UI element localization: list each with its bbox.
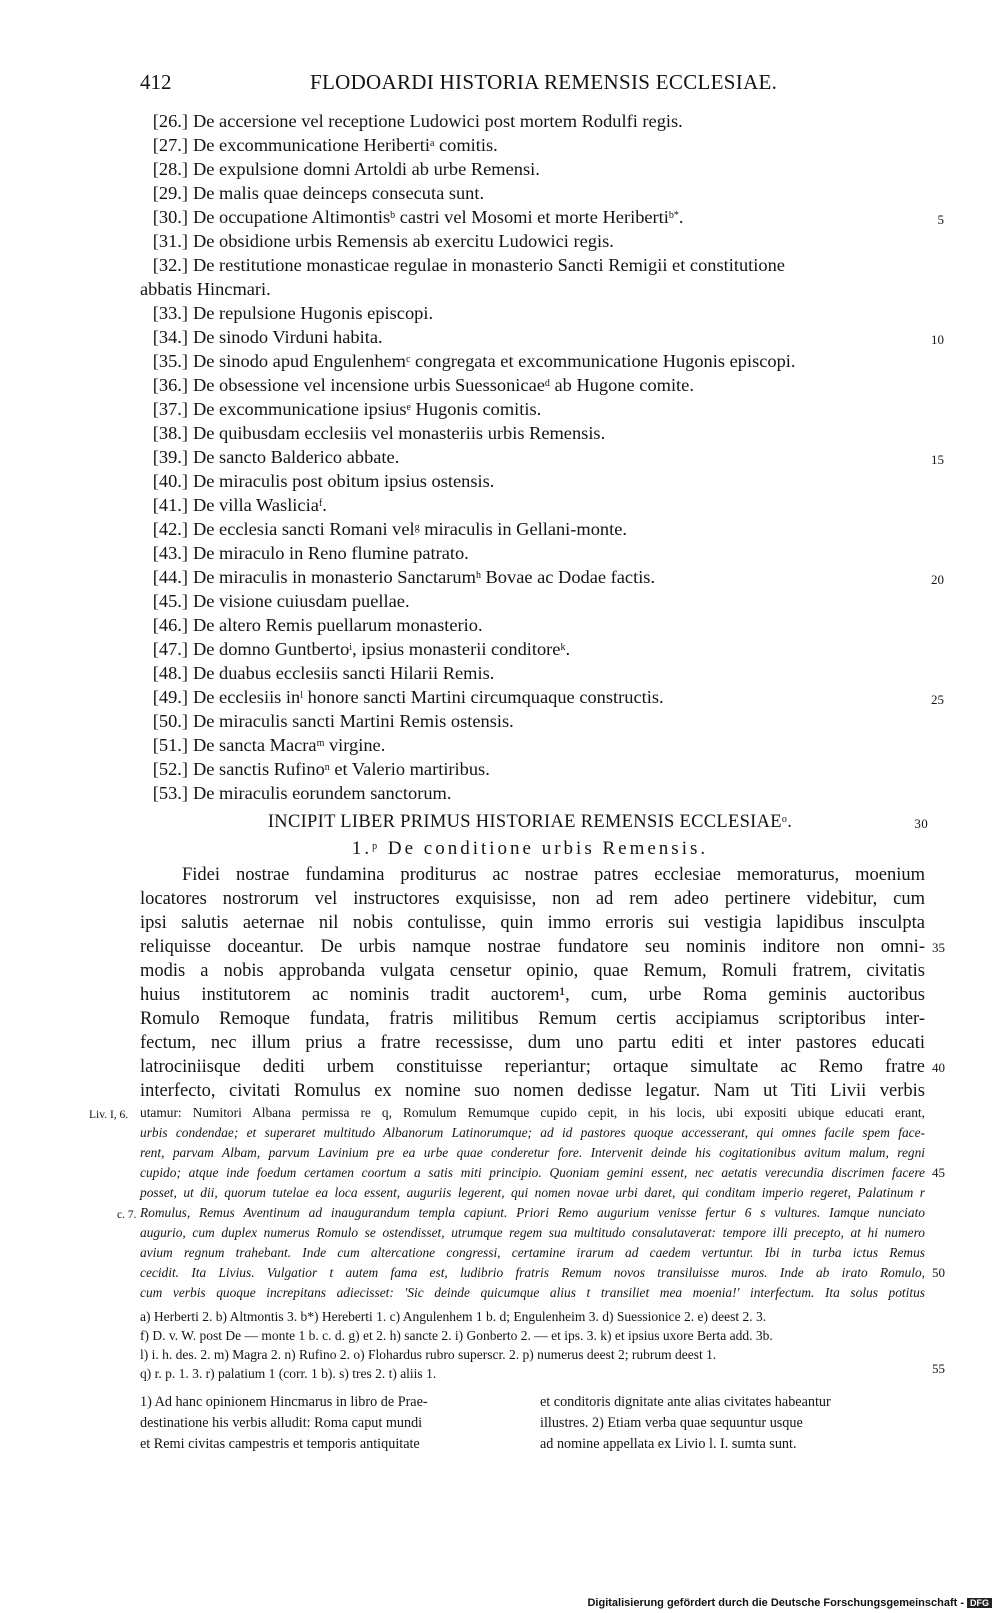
chapter-list-text: Hugonis comitis. <box>410 399 542 419</box>
chapter-list-text: De villa Waslicia <box>193 495 319 515</box>
note-mark: d <box>544 378 550 389</box>
chapter-list-text: . <box>322 495 327 515</box>
chapter-list-text: De obsidione urbis Remensis ab exercitu Ludowici regis. <box>193 231 614 251</box>
footnote-line: destinatione his verbis alludit: Roma caput mundi <box>140 1415 423 1431</box>
chapter-list-item <box>140 397 928 421</box>
apparatus-line: a) Herberti 2. b) Altmontis 3. b*) Hereberti 1. c) Angulenhem 1 b. d; Engulenheim 3. d) Suessionice 2. e) deest 2. 3. <box>140 1309 767 1324</box>
chapter-list-number: [26.] <box>152 111 188 131</box>
chapter-list-item <box>140 445 944 469</box>
footnote-line: ad nomine appellata ex Livio l. I. sumta sunt. <box>540 1436 797 1452</box>
chapter-list-item <box>140 205 944 229</box>
chapter-list-text: De obsessione vel incensione urbis Suessonicae <box>193 375 545 395</box>
chapter-list-number: [35.] <box>152 351 188 371</box>
chapter-list-text: ab Hugone comite. <box>549 375 694 395</box>
chapter-list-item <box>140 661 928 685</box>
incipit-text: INCIPIT LIBER PRIMUS HISTORIAE REMENSIS ECCLESIAE <box>267 812 782 832</box>
chapter-list-text: De sanctis Rufino <box>193 759 325 779</box>
chapter-list-text: De accersione vel receptione Ludowici post mortem Rodulfi regis. <box>193 111 683 131</box>
chapter-list-text: De occupatione Altimontis <box>193 207 391 227</box>
chapter-list-text: De domno Guntberto <box>193 639 350 659</box>
chapter-number: 1. <box>351 838 373 859</box>
chapter-list-item <box>140 757 928 781</box>
chapter-list-item <box>140 373 928 397</box>
chapter-list-text: De sinodo apud Engulenhem <box>193 351 406 371</box>
text-line: Romulo Remoque fundata, fratris militibus Remum certis accipiamus scriptoribus inter- <box>140 1009 925 1029</box>
note-mark: b <box>390 210 396 221</box>
chapter-list-text: De sancto Balderico abbate. <box>193 447 400 467</box>
chapter-list-item <box>140 157 928 181</box>
chapter-list-text: De duabus ecclesiis sancti Hilarii Remis. <box>193 663 495 683</box>
quotation-line: cum verbis quoque increpitans adiecisset: 'Sic deinde quicumque alius t transiliet mea moenia!' interfectum. Ita solus potitus <box>140 1285 925 1300</box>
chapter-list-number: [46.] <box>152 615 188 635</box>
chapter-list-number: [53.] <box>152 783 188 803</box>
text-line: interfecto, civitati Romulus ex nomine suo nomen dedisse legatur. Nam ut Titi Livii verbis <box>140 1081 925 1101</box>
chapter-list-number: [33.] <box>152 303 188 323</box>
chapter-list-text: De excommunicatione ipsius <box>193 399 407 419</box>
chapter-list-item <box>140 349 928 373</box>
apparatus-line: q) r. p. 1. 3. r) palatium 1 (corr. 1 b). s) tres 2. t) aliis 1. <box>140 1366 437 1381</box>
footnote-line: illustres. 2) Etiam verba quae sequuntur usque <box>540 1415 803 1431</box>
line-number: 15 <box>931 452 944 467</box>
line-number: 35 <box>932 940 945 955</box>
chapter-list-item <box>140 493 928 517</box>
chapter-list-text: De expulsione domni Artoldi ab urbe Remensi. <box>193 159 540 179</box>
chapter-list-text: . <box>565 639 571 659</box>
text-line: modis a nobis approbanda vulgata censetur opinio, quae Remum, Romuli fratrem, civitatis <box>140 961 925 981</box>
chapter-list-number: [37.] <box>152 399 188 419</box>
chapter-list-item <box>140 421 928 445</box>
apparatus-line: l) i. h. des. 2. m) Magra 2. n) Rufino 2. o) Flohardus rubro superscr. 2. p) numerus deest 2; rubrum deest 1. <box>140 1347 717 1362</box>
chapter-list-number: [42.] <box>152 519 188 539</box>
chapter-title: De conditione urbis Remensis. <box>380 838 709 859</box>
quotation-line: cecidit. Ita Livius. Vulgatior t autem fama est, ludibrio fratris Remum novos transiluisse muros. Inde ab irato Romulo, <box>140 1265 925 1280</box>
chapter-list-text: De malis quae deinceps consecuta sunt. <box>193 183 485 203</box>
chapter-list-number: [52.] <box>152 759 188 779</box>
chapter-list-item <box>140 277 928 301</box>
chapter-list-text: De altero Remis puellarum monasterio. <box>193 615 483 635</box>
line-number: 55 <box>932 1361 945 1376</box>
chapter-list-item <box>140 541 928 565</box>
chapter-list-item <box>140 229 928 253</box>
chapter-heading <box>140 838 920 860</box>
dfg-logo: DFG <box>967 1598 992 1608</box>
incipit-note-mark: o <box>781 814 788 825</box>
digitization-credit <box>587 1597 992 1609</box>
incipit-punct: . <box>787 812 793 832</box>
chapter-list-number: [45.] <box>152 591 188 611</box>
quotation-line: avium regnum trahebant. Inde cum altercatione congressi, certamine irarum ad caedem vertuntur. Ibi in turba ictus Remus <box>140 1245 925 1260</box>
chapter-list-text: et Valerio martiribus. <box>329 759 490 779</box>
chapter-list-number: [41.] <box>152 495 188 515</box>
page-header <box>140 70 920 100</box>
chapter-list-number: [29.] <box>152 183 188 203</box>
text-line: huius institutorem ac nominis tradit auctorem¹, cum, urbe Roma geminis auctoribus <box>140 985 925 1005</box>
note-mark: i <box>349 642 353 653</box>
credit-text: Digitalisierung gefördert durch die Deutsche Forschungsgemeinschaft - <box>587 1597 964 1609</box>
chapter-list-text: comitis. <box>434 135 498 155</box>
chapter-list-text: congregata et excommunicatione Hugonis episcopi. <box>410 351 796 371</box>
book-incipit <box>140 812 928 833</box>
note-mark: b* <box>668 210 679 221</box>
margin-reference: Liv. I, 6. <box>89 1109 129 1121</box>
chapter-list-item <box>140 565 944 589</box>
footnote-line: et Remi civitas campestris et temporis antiquitate <box>140 1436 420 1452</box>
margin-reference: c. 7. <box>117 1209 137 1221</box>
chapter-list-item <box>140 589 928 613</box>
chapter-list-text: De sancta Macra <box>193 735 317 755</box>
apparatus-line: f) D. v. W. post De — monte 1 b. c. d. g) et 2. h) sancte 2. i) Gonberto 2. — et ips. 3. k) et ipsius uxore Berta add. 3b. <box>140 1328 773 1343</box>
critical-apparatus <box>140 1307 925 1383</box>
quotation-line: cupido; atque inde foedum certamen coortum a satis miti principio. Quoniam gemini essent, nec aetatis verecundia discrimen facere <box>140 1165 925 1180</box>
livy-quotation <box>140 1103 925 1303</box>
chapter-list-item <box>140 181 928 205</box>
chapter-list-text: De ecclesiis in <box>193 687 301 707</box>
chapter-list-number: [36.] <box>152 375 188 395</box>
chapter-list-text: miraculis in Gellani-monte. <box>419 519 627 539</box>
chapter-list-number: [28.] <box>152 159 188 179</box>
quotation-line: rent, parvam Albam, parvum Lavinium pre ea urbe quae conderetur fore. Intervenit deinde his cogitationibus avitum malum, regni <box>140 1145 925 1160</box>
chapter-list-item <box>140 253 928 277</box>
note-mark: l <box>300 690 304 701</box>
quotation-line: augurio, cum duplex numerus Romulo se ostendisset, utrumque regem sua multitudo consalutaverat: tempore illi precepto, at hi numero <box>140 1225 925 1240</box>
chapter-list-number: [34.] <box>152 327 188 347</box>
text-line: ipsi salutis aeternae nil nobis contulisse, quin immo erroris sui vestigia lapidibus insculpta <box>140 913 925 933</box>
page-number: 412 <box>140 70 172 94</box>
note-mark: n <box>324 762 330 773</box>
chapter-list-text: De excommunicatione Heriberti <box>193 135 430 155</box>
chapter-list-text: De restitutione monasticae regulae in monasterio Sancti Remigii et constitutione <box>193 255 785 275</box>
note-mark: m <box>316 738 325 749</box>
chapter-list-item <box>140 301 928 325</box>
chapter-list-text: De ecclesia sancti Romani vel <box>193 519 415 539</box>
note-mark: f <box>318 498 323 509</box>
chapter-list-text: De miraculis eorundem sanctorum. <box>193 783 452 803</box>
chapter-list-text: , ipsius monasterii conditore <box>352 639 561 659</box>
line-number: 45 <box>932 1165 945 1180</box>
chapter-list-text: castri vel Mosomi et morte Heriberti <box>395 207 669 227</box>
main-text <box>140 863 925 1103</box>
chapter-list-number: [27.] <box>152 135 188 155</box>
note-mark: e <box>406 402 411 413</box>
chapter-list-item <box>140 637 928 661</box>
running-title: FLODOARDI HISTORIA REMENSIS ECCLESIAE. <box>310 70 778 94</box>
quotation-line: Romulus, Remus Aventinum ad inaugurandum templa capiunt. Priori Remo augurium venisse fertur 6 s vultures. Iamque nunciato <box>140 1205 925 1220</box>
chapter-list-item <box>140 613 928 637</box>
footnotes-right-column <box>540 1392 925 1455</box>
chapter-list-number: [38.] <box>152 423 188 443</box>
footnote-line: et conditoris dignitate ante alias civitates habeantur <box>540 1394 831 1410</box>
chapter-list-text: virgine. <box>324 735 386 755</box>
text-line: latrociniisque dediti urbem constituisse reperiantur; ortaque simultate ac Remo fratre <box>140 1057 925 1077</box>
chapter-list-item <box>140 325 944 349</box>
line-number: 25 <box>931 692 944 707</box>
note-mark: g <box>414 522 420 533</box>
footnotes-left-column <box>140 1392 510 1455</box>
text-line: Fidei nostrae fundamina proditurus ac nostrae patres ecclesiae memoraturus, moenium <box>182 865 925 885</box>
note-mark: a <box>429 138 435 149</box>
quotation-line: posset, ut dii, quorum tutelae ea loca essent, auguriis legerent, qui nomen novae urbi daret, qui conditam imperio regeret, Palatinum r <box>140 1185 925 1200</box>
chapter-list-text: De sinodo Virduni habita. <box>193 327 383 347</box>
chapter-list-text: De miraculis in monasterio Sanctarum <box>193 567 476 587</box>
line-number: 20 <box>931 572 944 587</box>
chapter-list <box>140 109 944 805</box>
chapter-list-item <box>140 709 928 733</box>
chapter-list-item <box>140 469 928 493</box>
chapter-list-item <box>140 109 928 133</box>
text-line: reliquisse doceantur. De urbis namque nostrae fundatore seu nominis inditore non omni- <box>140 937 925 957</box>
line-number: 30 <box>914 816 928 831</box>
chapter-list-number: [49.] <box>152 687 188 707</box>
chapter-list-number: [40.] <box>152 471 188 491</box>
note-mark: k <box>560 642 566 653</box>
chapter-list-number: [30.] <box>152 207 188 227</box>
line-number: 50 <box>932 1265 945 1280</box>
chapter-list-text: De repulsione Hugonis episcopi. <box>193 303 434 323</box>
chapter-list-text: De quibusdam ecclesiis vel monasteriis urbis Remensis. <box>193 423 606 443</box>
line-number: 10 <box>931 332 944 347</box>
note-mark: c <box>405 354 411 365</box>
note-mark: h <box>475 570 481 581</box>
text-line: fectum, nec illum prius a fratre recessisse, dum uno partu editi et inter pastores educati <box>140 1033 925 1053</box>
chapter-list-text: honore sancti Martini circumquaque constructis. <box>303 687 664 707</box>
quotation-line: urbis condendae; et superaret multitudo Albanorum Latinorumque; ad id pastores quoque accesserant, qui omnes facile spem face- <box>140 1125 925 1140</box>
chapter-list-number: [50.] <box>152 711 188 731</box>
line-number: 40 <box>932 1060 945 1075</box>
quotation-line: utamur: Numitori Albana permissa re q, Romulum Remumque cupido cepit, in his locis, ubi expositi ubique educati erant, <box>140 1105 925 1120</box>
text-line: locatores nostrorum vel instructores exquisisse, non ad rem adeo pertinere videbitur, cum <box>140 889 925 909</box>
chapter-list-text: De miraculo in Reno flumine patrato. <box>193 543 469 563</box>
chapter-list-number: [48.] <box>152 663 188 683</box>
chapter-list-number: [47.] <box>152 639 188 659</box>
chapter-list-item <box>140 733 928 757</box>
chapter-list-text: . <box>678 207 684 227</box>
line-number: 5 <box>937 212 944 227</box>
chapter-list-item <box>140 685 944 709</box>
chapter-list-text: De miraculis sancti Martini Remis ostensis. <box>193 711 514 731</box>
chapter-list-number: [43.] <box>152 543 188 563</box>
chapter-list-item <box>140 517 928 541</box>
footnote-line: 1) Ad hanc opinionem Hincmarus in libro de Prae- <box>140 1394 428 1410</box>
chapter-list-item <box>140 133 928 157</box>
chapter-list-item <box>140 781 928 805</box>
chapter-note-mark: p <box>372 841 381 852</box>
chapter-list-text: Bovae ac Dodae factis. <box>480 567 656 587</box>
chapter-list-text: De miraculis post obitum ipsius ostensis. <box>193 471 495 491</box>
chapter-list-text: abbatis Hincmari. <box>140 279 271 299</box>
chapter-list-number: [39.] <box>152 447 188 467</box>
chapter-list-text: De visione cuiusdam puellae. <box>193 591 410 611</box>
chapter-list-number: [44.] <box>152 567 188 587</box>
chapter-list-number: [51.] <box>152 735 188 755</box>
chapter-list-number: [31.] <box>152 231 188 251</box>
chapter-list-number: [32.] <box>152 255 188 275</box>
